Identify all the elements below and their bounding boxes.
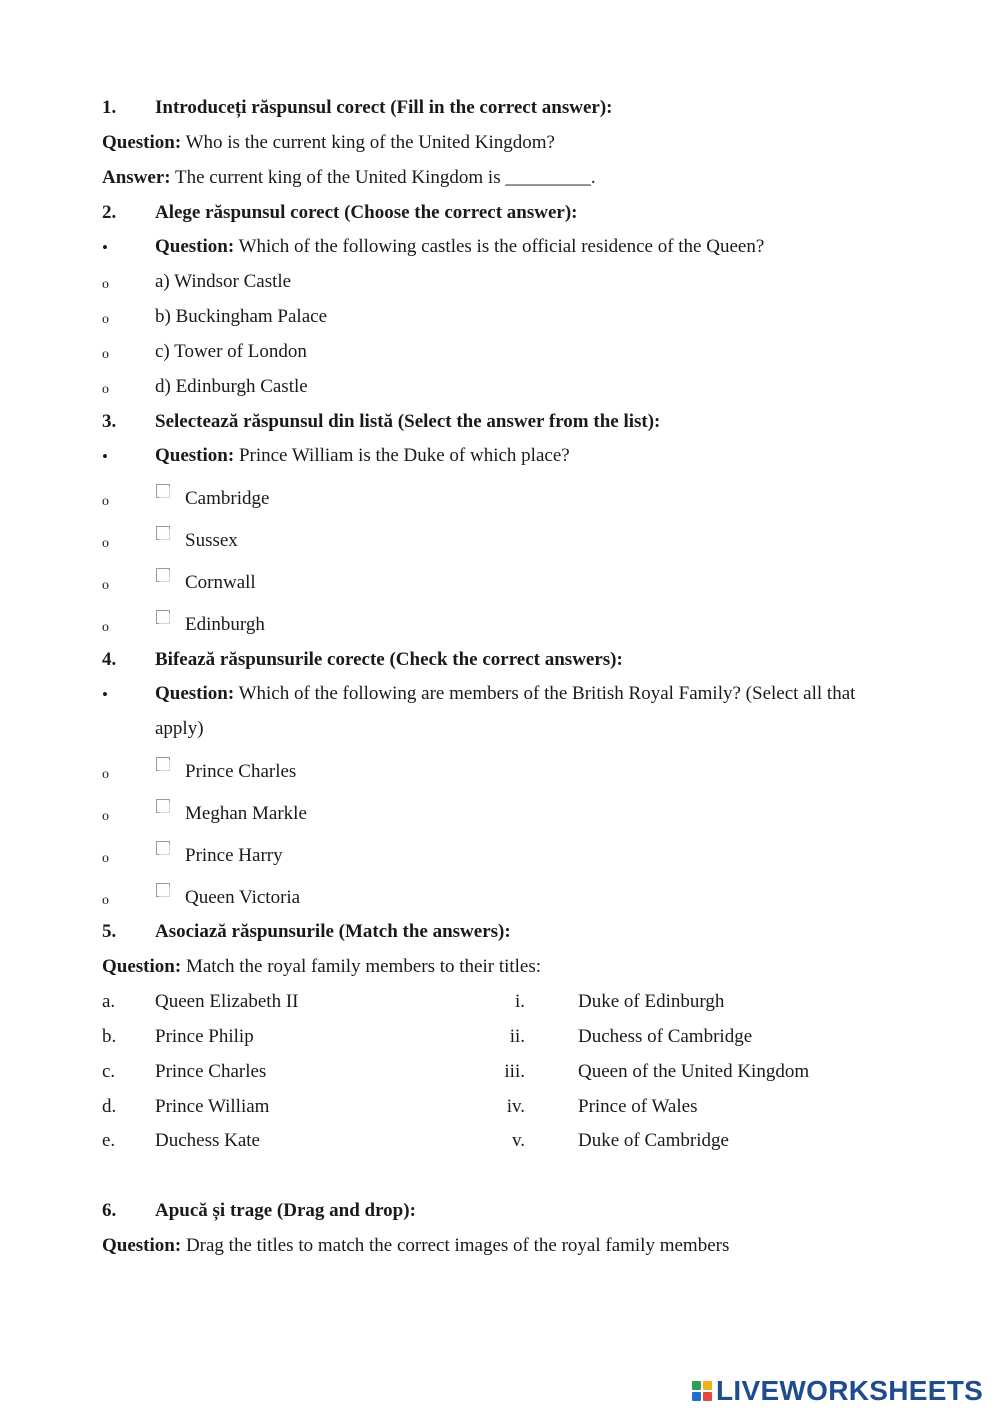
q2-option-c[interactable]: c) Tower of London [155,341,307,362]
q1-question [102,132,555,154]
match-numeral: iv. [506,1096,525,1117]
question-label: Question: [155,683,235,704]
circle-bullet-icon: o [102,536,109,551]
q4-option-prince-harry: Prince Harry [185,845,283,866]
bullet-icon: • [102,238,108,257]
q3-checkbox-sussex[interactable] [156,526,170,540]
logo-text: LIVEWORKSHEETS [716,1375,984,1406]
match-letter: e. [102,1130,116,1151]
q2-option-b[interactable]: b) Buckingham Palace [155,306,328,327]
q2-option-a[interactable]: a) Windsor Castle [155,271,292,292]
q5-question [102,956,541,978]
q3-checkbox-cornwall[interactable] [156,568,170,582]
match-numeral: v. [511,1130,525,1151]
question-label: Question: [155,445,235,466]
q2-option-d[interactable]: d) Edinburgh Castle [155,376,308,397]
match-letter: a. [102,991,116,1012]
match-left-item[interactable]: Duchess Kate [155,1130,260,1151]
logo-square [703,1392,712,1401]
question-text: Drag the titles to match the correct images of the royal family members [181,1235,730,1256]
answer-label: Answer: [102,167,171,188]
match-right-item[interactable]: Queen of the United Kingdom [578,1061,810,1082]
q4-question [155,683,855,705]
q3-checkbox-edinburgh[interactable] [156,610,170,624]
q6-question [102,1235,729,1257]
q3-option-cornwall: Cornwall [185,572,256,593]
q3-question [155,445,570,467]
question-text: Who is the current king of the United Kingdom? [181,132,555,153]
q3-number: 3. [102,411,117,432]
liveworksheets-logo [692,1376,983,1406]
match-right-item[interactable]: Duchess of Cambridge [578,1026,753,1047]
q4-option-prince-charles: Prince Charles [185,761,297,782]
q4-option-queen-victoria: Queen Victoria [185,887,301,908]
circle-bullet-icon: o [102,347,109,362]
match-left-item[interactable]: Prince Charles [155,1061,267,1082]
q4-checkbox-queen-victoria[interactable] [156,883,170,897]
question-label: Question: [102,132,182,153]
circle-bullet-icon: o [102,382,109,397]
question-text: Match the royal family members to their titles: [181,956,542,977]
match-letter: c. [102,1061,116,1082]
circle-bullet-icon: o [102,767,109,782]
q4-question-continued: apply) [155,718,204,739]
q6-heading: Apucă și trage (Drag and drop): [155,1200,416,1221]
logo-mark-icon [692,1381,712,1401]
circle-bullet-icon: o [102,620,109,635]
circle-bullet-icon: o [102,312,109,327]
q2-heading: Alege răspunsul corect (Choose the correct answer): [155,202,578,223]
logo-square [692,1381,701,1390]
q4-number: 4. [102,649,117,670]
match-left-item[interactable]: Queen Elizabeth II [155,991,299,1012]
logo-square [692,1392,701,1401]
q2-number: 2. [102,202,117,223]
q4-checkbox-prince-charles[interactable] [156,757,170,771]
q4-option-meghan-markle: Meghan Markle [185,803,307,824]
circle-bullet-icon: o [102,277,109,292]
q3-option-edinburgh: Edinburgh [185,614,265,635]
question-label: Question: [155,236,235,257]
q4-checkbox-meghan-markle[interactable] [156,799,170,813]
question-text: Prince William is the Duke of which place? [234,445,570,466]
answer-text: The current king of the United Kingdom is _________. [170,167,596,188]
q2-question [155,236,764,258]
bullet-icon: • [102,447,108,466]
q1-answer [102,167,596,189]
question-label: Question: [102,956,182,977]
match-numeral: iii. [504,1061,525,1082]
match-right-item[interactable]: Duke of Cambridge [578,1130,729,1151]
q1-number: 1. [102,97,117,118]
match-left-item[interactable]: Prince Philip [155,1026,254,1047]
q4-heading: Bifează răspunsurile corecte (Check the correct answers): [155,649,623,670]
question-text: Which of the following are members of the British Royal Family? (Select all that [234,683,856,704]
match-left-item[interactable]: Prince William [155,1096,270,1117]
question-text: Which of the following castles is the official residence of the Queen? [234,236,765,257]
circle-bullet-icon: o [102,578,109,593]
match-right-item[interactable]: Prince of Wales [578,1096,698,1117]
circle-bullet-icon: o [102,893,109,908]
q6-number: 6. [102,1200,117,1221]
question-label: Question: [102,1235,182,1256]
match-letter: b. [102,1026,117,1047]
q3-option-sussex: Sussex [185,530,238,551]
match-letter: d. [102,1096,117,1117]
circle-bullet-icon: o [102,851,109,866]
q4-checkbox-prince-harry[interactable] [156,841,170,855]
q5-heading: Asociază răspunsurile (Match the answers): [155,921,511,942]
q3-checkbox-cambridge[interactable] [156,484,170,498]
circle-bullet-icon: o [102,494,109,509]
bullet-icon: • [102,685,108,704]
q3-heading: Selectează răspunsul din listă (Select the answer from the list): [155,411,661,432]
circle-bullet-icon: o [102,809,109,824]
match-numeral: ii. [509,1026,525,1047]
match-right-item[interactable]: Duke of Edinburgh [578,991,725,1012]
q3-option-cambridge: Cambridge [185,488,270,509]
q1-heading: Introduceți răspunsul corect (Fill in the correct answer): [155,97,613,118]
q5-number: 5. [102,921,117,942]
logo-square [703,1381,712,1390]
match-numeral: i. [514,991,525,1012]
